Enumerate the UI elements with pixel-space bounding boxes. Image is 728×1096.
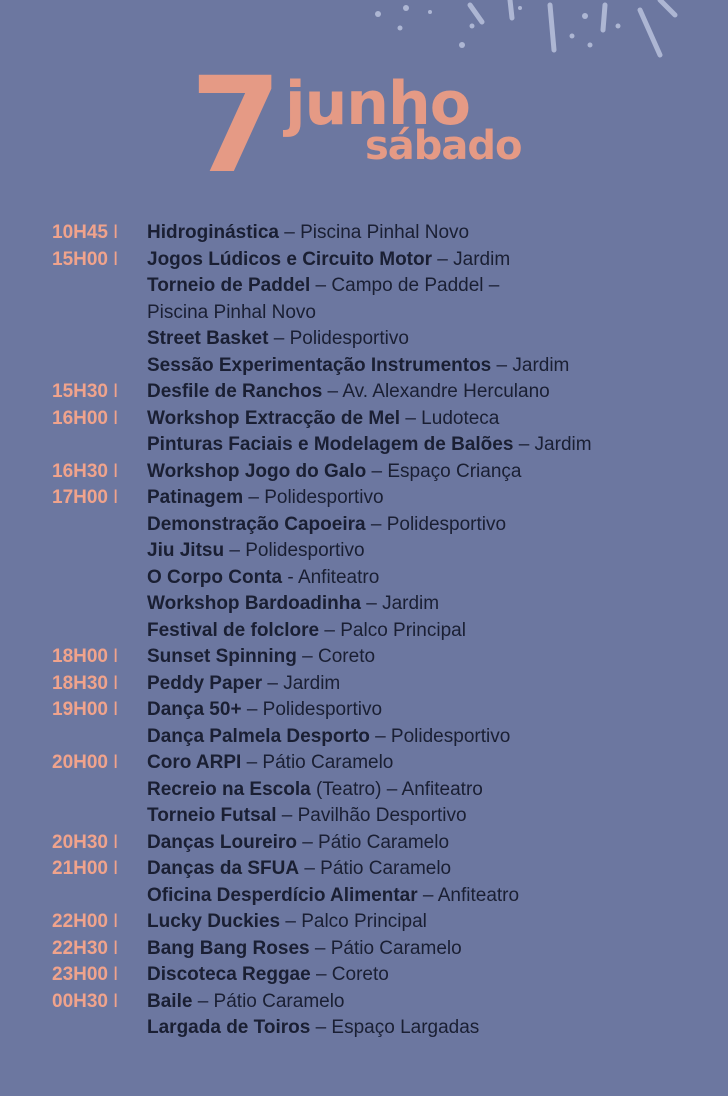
schedule-entry <box>147 779 483 801</box>
event-location: – Ludoteca <box>400 407 500 429</box>
schedule-time <box>52 991 147 1013</box>
schedule-row <box>52 353 712 380</box>
schedule-time <box>52 673 147 695</box>
schedule-time <box>52 699 147 721</box>
event-location: – Pavilhão Desportivo <box>276 805 467 827</box>
event-location: – Polidesportivo <box>268 328 409 350</box>
time-separator: I <box>113 858 119 880</box>
event-title: Festival de folclore <box>147 619 320 641</box>
schedule-time <box>52 832 147 854</box>
time-value: 23H00 <box>52 964 108 986</box>
schedule-row <box>52 830 712 857</box>
schedule-entry <box>147 991 345 1013</box>
time-value: 17H00 <box>52 487 108 509</box>
schedule-entry <box>147 275 499 297</box>
schedule-row <box>52 459 712 486</box>
event-location: - Anfiteatro <box>282 566 380 588</box>
time-value: 18H30 <box>52 672 108 694</box>
event-title: Sessão Experimentação Instrumentos <box>147 354 492 376</box>
time-value: 20H00 <box>52 752 108 774</box>
schedule-entry <box>147 540 365 562</box>
event-title: Discoteca Reggae <box>147 964 311 986</box>
time-separator: I <box>113 248 119 270</box>
event-title: Danças Loureiro <box>147 831 297 853</box>
schedule-time <box>52 381 147 403</box>
schedule-entry <box>147 726 510 748</box>
time-value: 10H45 <box>52 222 108 244</box>
schedule-row <box>52 220 712 247</box>
schedule-entry <box>147 222 469 244</box>
schedule-row <box>52 989 712 1016</box>
schedule-entry <box>147 302 316 324</box>
schedule-entry <box>147 434 592 456</box>
time-value: 18H00 <box>52 646 108 668</box>
day-number: 7 <box>190 49 278 203</box>
event-title: Workshop Jogo do Galo <box>147 460 367 482</box>
schedule-entry <box>147 646 375 668</box>
schedule-row <box>52 512 712 539</box>
event-title: Bang Bang Roses <box>147 937 310 959</box>
time-value: 22H30 <box>52 937 108 959</box>
schedule-time <box>52 964 147 986</box>
schedule-row <box>52 538 712 565</box>
event-location: – Av. Alexandre Herculano <box>322 381 550 403</box>
schedule-row <box>52 565 712 592</box>
schedule-list <box>52 220 712 1042</box>
event-location: – Espaço Largadas <box>310 1017 480 1039</box>
event-location: – Coreto <box>310 964 389 986</box>
schedule-entry <box>147 832 449 854</box>
schedule-entry <box>147 328 409 350</box>
time-separator: I <box>113 937 119 959</box>
time-separator: I <box>113 672 119 694</box>
event-location: – Jardim <box>262 672 341 694</box>
event-title: Desfile de Ranchos <box>147 381 323 403</box>
schedule-time <box>52 646 147 668</box>
schedule-row <box>52 326 712 353</box>
event-location: – Pátio Caramelo <box>241 752 394 774</box>
event-location: – Pátio Caramelo <box>192 990 345 1012</box>
event-location: (Teatro) – Anfiteatro <box>310 778 483 800</box>
event-location: – Polidesportivo <box>224 540 365 562</box>
event-title: Peddy Paper <box>147 672 263 694</box>
time-separator: I <box>113 752 119 774</box>
time-separator: I <box>113 460 119 482</box>
schedule-row <box>52 432 712 459</box>
event-title: O Corpo Conta <box>147 566 283 588</box>
time-separator: I <box>113 911 119 933</box>
schedule-entry <box>147 249 510 271</box>
event-title: Jogos Lúdicos e Circuito Motor <box>147 248 433 270</box>
time-value: 15H00 <box>52 248 108 270</box>
event-title: Street Basket <box>147 328 269 350</box>
event-title: Workshop Extracção de Mel <box>147 407 401 429</box>
event-location: – Jardim <box>513 434 592 456</box>
event-title: Dança Palmela Desporto <box>147 725 370 747</box>
schedule-row <box>52 724 712 751</box>
event-title: Jiu Jitsu <box>147 540 225 562</box>
event-title: Recreio na Escola <box>147 778 311 800</box>
time-value: 22H00 <box>52 911 108 933</box>
time-value: 15H30 <box>52 381 108 403</box>
schedule-row <box>52 1015 712 1042</box>
schedule-entry <box>147 938 462 960</box>
event-location: – Anfiteatro <box>417 884 520 906</box>
event-title: Hidroginástica <box>147 222 279 244</box>
schedule-row <box>52 909 712 936</box>
time-separator: I <box>113 964 119 986</box>
event-location: – Polidesportivo <box>241 699 383 721</box>
schedule-time <box>52 487 147 509</box>
event-location: – Jardim <box>491 354 570 376</box>
schedule-entry <box>147 673 340 695</box>
schedule-entry <box>147 885 519 907</box>
schedule-row <box>52 856 712 883</box>
schedule-entry <box>147 858 451 880</box>
time-separator: I <box>113 990 119 1012</box>
time-separator: I <box>113 646 119 668</box>
schedule-entry <box>147 567 379 589</box>
event-title: Torneio de Paddel <box>147 275 311 297</box>
schedule-time <box>52 408 147 430</box>
schedule-time <box>52 752 147 774</box>
time-value: 20H30 <box>52 831 108 853</box>
time-value: 19H00 <box>52 699 108 721</box>
month-name: junho <box>285 69 470 139</box>
time-separator: I <box>113 381 119 403</box>
event-location: – Polidesportivo <box>243 487 384 509</box>
event-location: Piscina Pinhal Novo <box>147 301 316 323</box>
schedule-time <box>52 249 147 271</box>
schedule-entry <box>147 487 384 509</box>
event-title: Sunset Spinning <box>147 646 297 668</box>
event-title: Oficina Desperdício Alimentar <box>147 884 418 906</box>
schedule-entry <box>147 408 499 430</box>
event-title: Coro ARPI <box>147 752 242 774</box>
schedule-entry <box>147 514 506 536</box>
event-location: – Jardim <box>432 248 511 270</box>
time-value: 16H00 <box>52 407 108 429</box>
schedule-row <box>52 697 712 724</box>
schedule-time <box>52 461 147 483</box>
time-value: 00H30 <box>52 990 108 1012</box>
schedule-row <box>52 803 712 830</box>
time-separator: I <box>113 222 119 244</box>
schedule-row <box>52 591 712 618</box>
event-title: Danças da SFUA <box>147 858 300 880</box>
event-location: – Campo de Paddel – <box>310 275 500 297</box>
time-value: 21H00 <box>52 858 108 880</box>
schedule-row <box>52 671 712 698</box>
weekday-name: sábado <box>365 123 522 169</box>
event-title: Demonstração Capoeira <box>147 513 366 535</box>
schedule-entry <box>147 964 389 986</box>
schedule-row <box>52 485 712 512</box>
schedule-time <box>52 222 147 244</box>
schedule-row <box>52 883 712 910</box>
schedule-row <box>52 777 712 804</box>
schedule-entry <box>147 805 467 827</box>
schedule-entry <box>147 699 382 721</box>
schedule-entry <box>147 911 427 933</box>
schedule-row <box>52 273 712 300</box>
event-location: – Polidesportivo <box>365 513 507 535</box>
schedule-row <box>52 618 712 645</box>
date-header <box>190 49 550 203</box>
time-separator: I <box>113 831 119 853</box>
time-separator: I <box>113 407 119 429</box>
schedule-row <box>52 750 712 777</box>
schedule-row <box>52 644 712 671</box>
schedule-entry <box>147 752 393 774</box>
event-location: – Jardim <box>360 593 440 615</box>
event-title: Dança 50+ <box>147 699 242 721</box>
event-location: – Polidesportivo <box>369 725 511 747</box>
event-title: Pinturas Faciais e Modelagem de Balões <box>147 434 514 456</box>
event-title: Torneio Futsal <box>147 805 277 827</box>
schedule-row <box>52 406 712 433</box>
schedule-time <box>52 938 147 960</box>
time-separator: I <box>113 487 119 509</box>
event-title: Largada de Toiros <box>147 1017 311 1039</box>
schedule-row <box>52 936 712 963</box>
schedule-row <box>52 379 712 406</box>
schedule-row <box>52 300 712 327</box>
schedule-entry <box>147 461 521 483</box>
schedule-entry <box>147 1017 479 1039</box>
event-location: – Espaço Criança <box>366 460 522 482</box>
event-location: – Pátio Caramelo <box>299 858 452 880</box>
schedule-time <box>52 911 147 933</box>
schedule-entry <box>147 381 550 403</box>
schedule-row <box>52 962 712 989</box>
schedule-time <box>52 858 147 880</box>
time-value: 16H30 <box>52 460 108 482</box>
event-location: – Pátio Caramelo <box>309 937 462 959</box>
event-location: – Pátio Caramelo <box>296 831 450 853</box>
event-title: Lucky Duckies <box>147 911 281 933</box>
event-location: – Coreto <box>296 646 376 668</box>
event-location: – Palco Principal <box>319 619 466 641</box>
schedule-row <box>52 247 712 274</box>
time-separator: I <box>113 699 119 721</box>
schedule-entry <box>147 355 569 377</box>
event-title: Baile <box>147 990 193 1012</box>
schedule-entry <box>147 593 439 615</box>
event-location: – Palco Principal <box>280 911 427 933</box>
event-title: Workshop Bardoadinha <box>147 593 361 615</box>
event-location: – Piscina Pinhal Novo <box>278 222 470 244</box>
schedule-entry <box>147 620 466 642</box>
event-title: Patinagem <box>147 487 244 509</box>
